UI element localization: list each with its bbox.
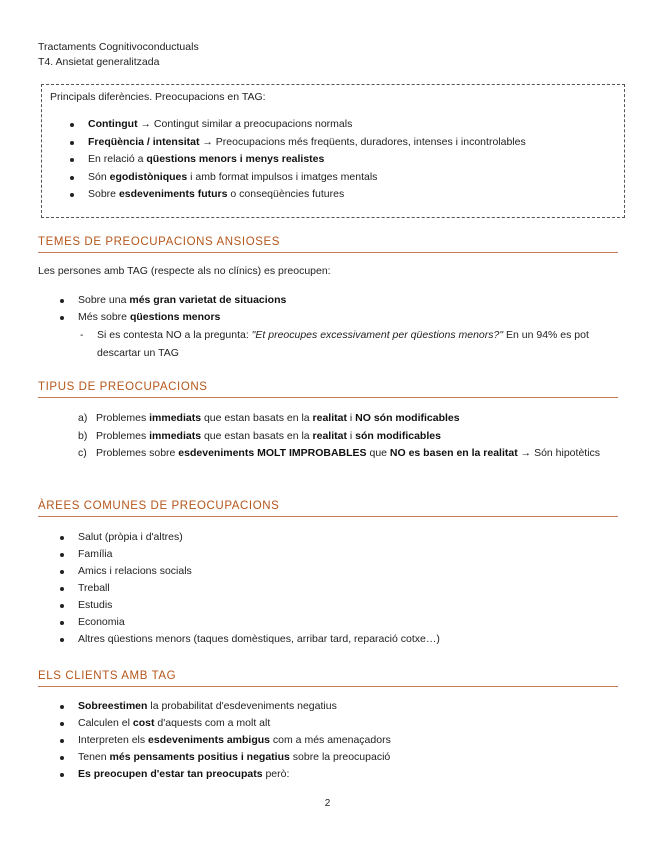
item-text: → Són hipotètics	[517, 447, 601, 459]
list-item	[88, 151, 526, 169]
list-item	[78, 410, 618, 428]
list-item	[78, 766, 391, 783]
list-item: Economia	[78, 614, 440, 631]
bold-term: cost	[132, 717, 155, 729]
bold-term: Contingut	[88, 118, 138, 130]
list-item: Amics i relacions socials	[78, 563, 440, 580]
list-item	[88, 186, 526, 204]
bold-term: són modificables	[355, 429, 441, 442]
item-text: Són	[88, 170, 110, 183]
bold-term: NO són modificables	[355, 412, 460, 424]
section1-intro: Les persones amb TAG (respecte als no clínics) es preocupen:	[38, 265, 331, 277]
item-text: Més sobre	[78, 311, 130, 323]
bold-term: qüestions menors	[129, 311, 221, 323]
item-text: Problemes sobre	[96, 447, 179, 459]
bold-term: immediats	[149, 429, 202, 442]
header-topic-title: T4. Ansietat generalitzada	[38, 56, 160, 68]
item-label: c)	[78, 447, 87, 459]
item-text: Tenen	[78, 751, 110, 763]
section3-list	[78, 529, 440, 648]
box-title: Principals diferències. Preocupacions en TAG:	[50, 91, 266, 103]
list-item	[78, 732, 391, 749]
list-item	[88, 169, 526, 187]
item-text: Problemes	[96, 412, 150, 424]
item-text: Problemes	[96, 429, 150, 442]
bold-term: esdeveniments futurs	[118, 188, 228, 200]
item-text: Interpreten els	[78, 734, 149, 746]
list-item: Treball	[78, 580, 440, 597]
list-item: Altres qüestions menors (taques domèstiques, arribar tard, reparació cotxe…)	[78, 631, 440, 648]
bold-term: més gran varietat de situacions	[129, 294, 287, 306]
box-list	[88, 116, 526, 204]
bold-term: qüestions menors i menys realistes	[146, 153, 325, 165]
item-text: que estan basats en la	[201, 412, 313, 424]
bold-term: Freqüència / intensitat	[88, 135, 200, 148]
item-text: → Contingut similar a preocupacions normals	[137, 118, 353, 130]
bold-term: realitat	[312, 412, 347, 424]
item-text: i	[346, 412, 356, 424]
item-text: d'aquests com a molt alt	[154, 717, 271, 729]
italic-question: "Et preocupes excessivament per qüestions menors?"	[251, 329, 504, 341]
item-label: a)	[78, 412, 88, 424]
list-item	[88, 134, 526, 152]
item-text: com a més amenaçadors	[270, 734, 391, 746]
header-course-title: Tractaments Cognitivoconductuals	[38, 41, 199, 53]
item-text: Sobre	[88, 188, 119, 200]
bold-term: egodistòniques	[109, 170, 188, 183]
bold-term: immediats	[149, 412, 202, 424]
item-text: i amb format impulsos i imatges mentals	[187, 170, 378, 183]
item-text: En un 94% es pot descartar un TAG	[97, 329, 589, 359]
list-item	[78, 428, 618, 446]
list-item	[78, 292, 286, 309]
document-header	[38, 40, 199, 70]
item-label: b)	[78, 429, 88, 442]
item-text: Calculen el	[78, 717, 133, 729]
item-text: i	[346, 429, 356, 442]
bold-term: esdeveniments MOLT IMPROBABLES	[178, 447, 367, 459]
list-item	[78, 749, 391, 766]
item-text: Sobre una	[78, 294, 130, 306]
list-item: Família	[78, 546, 440, 563]
page-number: 2	[324, 798, 331, 809]
list-item	[88, 116, 526, 134]
item-text: la probabilitat d'esdeveniments negatius	[147, 700, 337, 712]
section-title-arees: ÀREES COMUNES DE PREOCUPACIONS	[38, 500, 618, 517]
list-item	[78, 715, 391, 732]
bold-term: Es preocupen d'estar tan preocupats	[78, 768, 263, 780]
item-text: sobre la preocupació	[289, 751, 391, 763]
item-text: però:	[262, 768, 290, 780]
list-item	[78, 698, 391, 715]
section-title-clients: ELS CLIENTS AMB TAG	[38, 670, 618, 687]
list-item	[78, 445, 618, 463]
item-text: que estan basats en la	[201, 429, 313, 442]
section1-list	[78, 292, 286, 326]
list-item: Salut (pròpia i d'altres)	[78, 529, 440, 546]
bold-term: més pensaments positius i negatius	[109, 751, 290, 763]
section-title-tipus: TIPUS DE PREOCUPACIONS	[38, 381, 618, 398]
list-item	[78, 309, 286, 326]
section4-list	[78, 698, 391, 783]
section-title-temes: TEMES DE PREOCUPACIONS ANSIOSES	[38, 236, 618, 253]
bold-term: esdeveniments ambigus	[148, 734, 271, 746]
item-text: → Preocupacions més freqüents, duradores, intenses i incontrolables	[199, 135, 526, 148]
dash-marker: -	[80, 329, 84, 341]
item-text: Si es contesta NO a la pregunta:	[97, 329, 252, 341]
section1-subitem	[80, 326, 617, 362]
section2-list	[78, 410, 618, 463]
item-text: que	[366, 447, 390, 459]
bold-term: realitat	[312, 429, 347, 442]
differences-box	[41, 84, 625, 218]
bold-term: NO es basen en la realitat	[389, 447, 518, 459]
list-item: Estudis	[78, 597, 440, 614]
item-text: o conseqüències futures	[227, 188, 345, 200]
bold-term: Sobreestimen	[78, 700, 148, 712]
item-text: En relació a	[88, 153, 147, 165]
